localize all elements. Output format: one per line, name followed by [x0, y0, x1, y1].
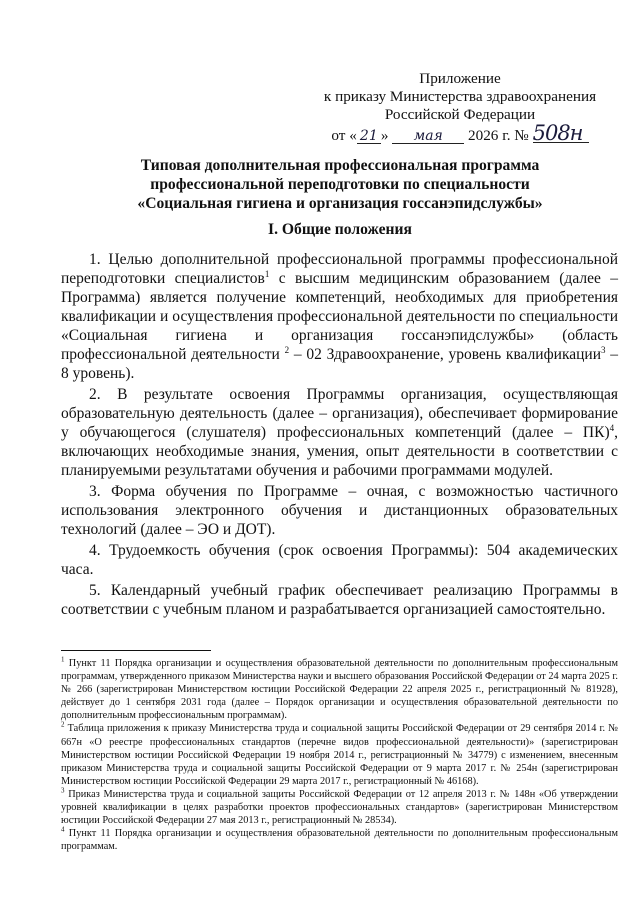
p1-text-c: – 02 Здравоохранение, уровень квалификации — [289, 346, 602, 363]
footnote-mark: 3 — [61, 786, 65, 795]
footnote-1 — [61, 657, 618, 722]
footnote-text: Пункт 11 Порядка организации и осуществления образовательной деятельности по дополнительным профессиональным программам, утвержденного приказом Министерства науки и высшего образования Российской Федерации от 24 марта 2025 г. № 266 (зарегистрирован Министерством юстиции Российской Федерации 22 апреля 2025 г., регистрационный № 81928), действует до 1 сентября 2031 года (далее – Порядок организации и осуществления образовательной деятельности по дополнительным профессиональным программам). — [61, 658, 618, 722]
p2-text-a: 2. В результате освоения Программы организация, осуществляющая образовательную деятельность (далее – организация), обеспечивает формирование у обучающегося (слушателя) профессиональных компетенций (далее – ПК) — [61, 386, 618, 441]
footnote-ref-4: 4 — [609, 422, 615, 433]
date-prefix: от « — [331, 127, 357, 144]
footnotes — [61, 657, 618, 853]
document-title — [60, 156, 620, 213]
handwritten-order-number: 508н — [533, 124, 589, 143]
date-year: 2026 г. № — [468, 127, 529, 144]
handwritten-month: мая — [392, 129, 464, 144]
title-line-3: «Социальная гигиена и организация госсанэпидслужбы» — [137, 195, 543, 212]
date-mid: » — [380, 127, 389, 144]
appendix-label: Приложение — [419, 70, 501, 87]
document-body — [61, 250, 618, 619]
footnote-mark: 1 — [61, 655, 65, 664]
footnote-separator — [61, 650, 211, 651]
footnote-text: Пункт 11 Порядка организации и осуществления образовательной деятельности по дополнительным профессиональным программам. — [61, 828, 618, 853]
appendix-order-ref: к приказу Министерства здравоохранения — [323, 88, 597, 105]
footnote-mark: 4 — [61, 825, 65, 834]
handwritten-day: 21 — [357, 129, 381, 144]
paragraph-2 — [61, 385, 618, 480]
paragraph-3: 3. Форма обучения по Программе – очная, с возможностью частичного использования электронного обучения и дистанционных образовательных технологий (далее – ЭО и ДОТ). — [61, 483, 618, 538]
footnote-mark: 2 — [61, 721, 65, 730]
title-line-2: профессиональной переподготовки по специальности — [150, 176, 530, 193]
paragraph-5: 5. Календарный учебный график обеспечивает реализацию Программы в соответствии с учебным планом и разрабатывается организацией самостоятельно. — [61, 582, 618, 618]
footnote-3 — [61, 788, 618, 827]
p1-text-d: – 8 уровень). — [61, 346, 619, 382]
section-heading: I. Общие положения — [268, 221, 412, 238]
footnote-2 — [61, 722, 618, 787]
footnote-text: Приказ Министерства труда и социальной защиты Российской Федерации от 12 апреля 2013 г. № 148н «Об утверждении уровней квалификации в целях разработки проектов профессиональных стандартов» (зарегистрирован Министерством юстиции Российской Федерации 27 мая 2013 г., регистрационный № 28534). — [61, 788, 618, 827]
paragraph-4: 4. Трудоемкость обучения (срок освоения Программы): 504 академических часа. — [61, 542, 618, 578]
footnote-ref-2: 2 — [284, 344, 290, 355]
p1-text-a: 1. Целью дополнительной профессиональной программы профессиональной переподготовки специалистов — [61, 251, 618, 287]
appendix-date-line — [300, 121, 620, 145]
p1-text-b: с высшим медицинским образованием (далее – Программа) является получение компетенций, необходимых для приобретения квалификации и осуществления профессиональной деятельности по специальности «Социальная гигиена и организация госсанэпидслужбы» (область профессиональной деятельности — [61, 270, 618, 363]
title-line-1: Типовая дополнительная профессиональная программа — [140, 157, 540, 174]
footnote-4 — [61, 827, 618, 853]
footnote-text: Таблица приложения к приказу Министерства труда и социальной защиты Российской Федерации от 29 сентября 2014 г. № 667н «О реестре профессиональных стандартов (перечне видов профессиональной деятельности)» (зарегистрирован Министерством юстиции Российской Федерации 19 ноября 2014 г., регистрационный № 34779) с изменением, внесенным приказом Министерства труда и социальной защиты Российской Федерации от 9 марта 2017 г. № 254н (зарегистрирован Министерством юстиции Российской Федерации 29 марта 2017 г., регистрационный № 46168). — [61, 723, 618, 787]
footnote-ref-1: 1 — [264, 268, 270, 279]
appendix-federation: Российской Федерации — [384, 106, 536, 123]
footnote-ref-3: 3 — [601, 344, 606, 355]
paragraph-1 — [61, 250, 618, 383]
appendix-header — [300, 70, 620, 145]
p2-text-b: , включающих необходимые знания, умения, опыт деятельности в соответствии с планируемыми результатами обучения и рабочими программами модулей. — [61, 424, 618, 479]
